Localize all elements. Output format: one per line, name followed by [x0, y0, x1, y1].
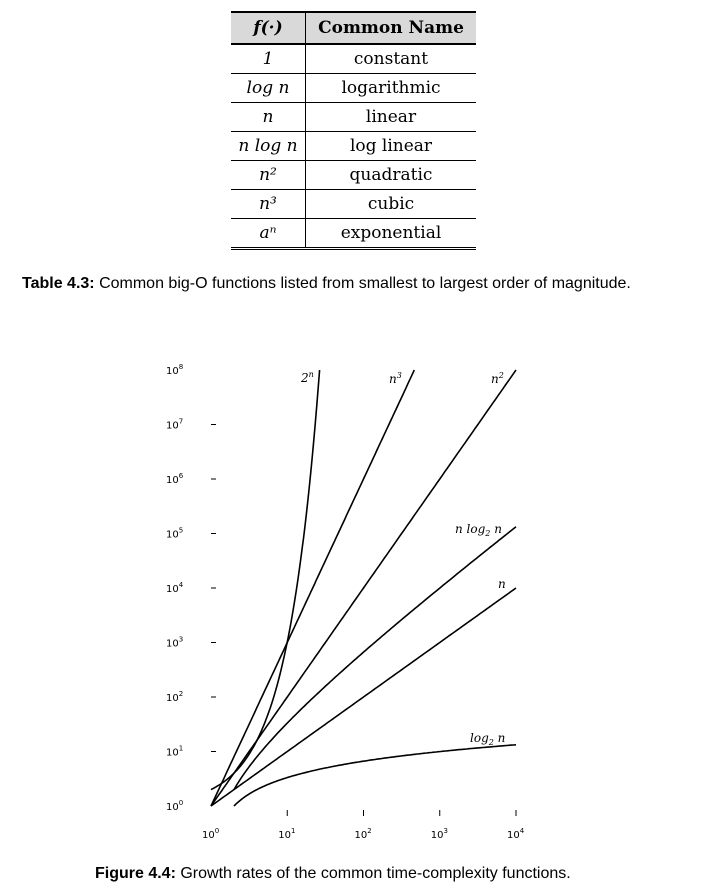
- header-function: f(·): [231, 12, 306, 44]
- big-o-table-container: [231, 11, 476, 250]
- function-cell: n log n: [231, 132, 306, 161]
- y-tick-label: $10^7$: [166, 417, 184, 432]
- function-cell: 1: [231, 44, 306, 74]
- name-cell: log linear: [306, 132, 477, 161]
- x-tick-label: $10^4$: [507, 827, 525, 841]
- figure-caption-label: Figure 4.4:: [95, 865, 176, 882]
- name-cell: quadratic: [306, 161, 477, 190]
- function-cell: aⁿ: [231, 219, 306, 249]
- y-tick-label: $10^8$: [166, 363, 184, 377]
- big-o-table: [231, 11, 476, 250]
- name-cell: constant: [306, 44, 477, 74]
- name-cell: cubic: [306, 190, 477, 219]
- x-tick-label: $10^2$: [354, 827, 372, 841]
- curve-label: n $\log_2 n$: [455, 522, 502, 538]
- y-tick-label: $10^3$: [166, 635, 184, 650]
- table-row: [231, 219, 476, 249]
- header-common-name: Common Name: [306, 12, 477, 44]
- curve-label: $\log_2 n$: [470, 731, 506, 747]
- table-row: [231, 103, 476, 132]
- function-cell: n: [231, 103, 306, 132]
- curve-label: 2$^n$: [301, 370, 314, 385]
- growth-rate-chart: [0, 350, 714, 855]
- y-tick-label: $10^1$: [166, 744, 184, 759]
- table-row: [231, 190, 476, 219]
- table-row: [231, 132, 476, 161]
- table-header-row: [231, 12, 476, 44]
- table-caption-text: Common big-O functions listed from smallest to largest order of magnitude.: [94, 275, 631, 292]
- series-line: [211, 370, 320, 790]
- x-tick-label: $10^3$: [430, 827, 448, 841]
- curve-label: $n^3$: [389, 371, 402, 386]
- x-tick-label: $10^0$: [202, 827, 220, 841]
- y-tick-label: $10^5$: [166, 526, 184, 541]
- series-line: [234, 527, 516, 790]
- curve-label: $n^2$: [491, 371, 504, 386]
- function-cell: log n: [231, 74, 306, 103]
- chart-curve-labels: [300, 370, 506, 747]
- table-caption-label: Table 4.3:: [22, 275, 95, 292]
- table-row: [231, 74, 476, 103]
- x-tick-label: $10^1$: [278, 827, 296, 841]
- table-caption: [22, 275, 702, 293]
- table-row: [231, 44, 476, 74]
- name-cell: linear: [306, 103, 477, 132]
- figure-caption-text: Growth rates of the common time-complexity functions.: [175, 865, 571, 882]
- table-row: [231, 161, 476, 190]
- name-cell: exponential: [340, 223, 442, 243]
- y-tick-label: $10^2$: [166, 690, 184, 704]
- series-line: [211, 588, 516, 806]
- function-cell: n³: [231, 190, 306, 219]
- figure-caption: [95, 865, 571, 883]
- y-tick-label: $10^4$: [166, 581, 184, 595]
- y-tick-label: $10^0$: [166, 799, 184, 813]
- name-cell: logarithmic: [306, 74, 477, 103]
- function-cell: n²: [231, 161, 306, 190]
- series-line: [211, 370, 414, 806]
- series-line: [234, 745, 516, 806]
- y-tick-label: $10^6$: [166, 472, 184, 486]
- curve-label: n: [498, 577, 506, 591]
